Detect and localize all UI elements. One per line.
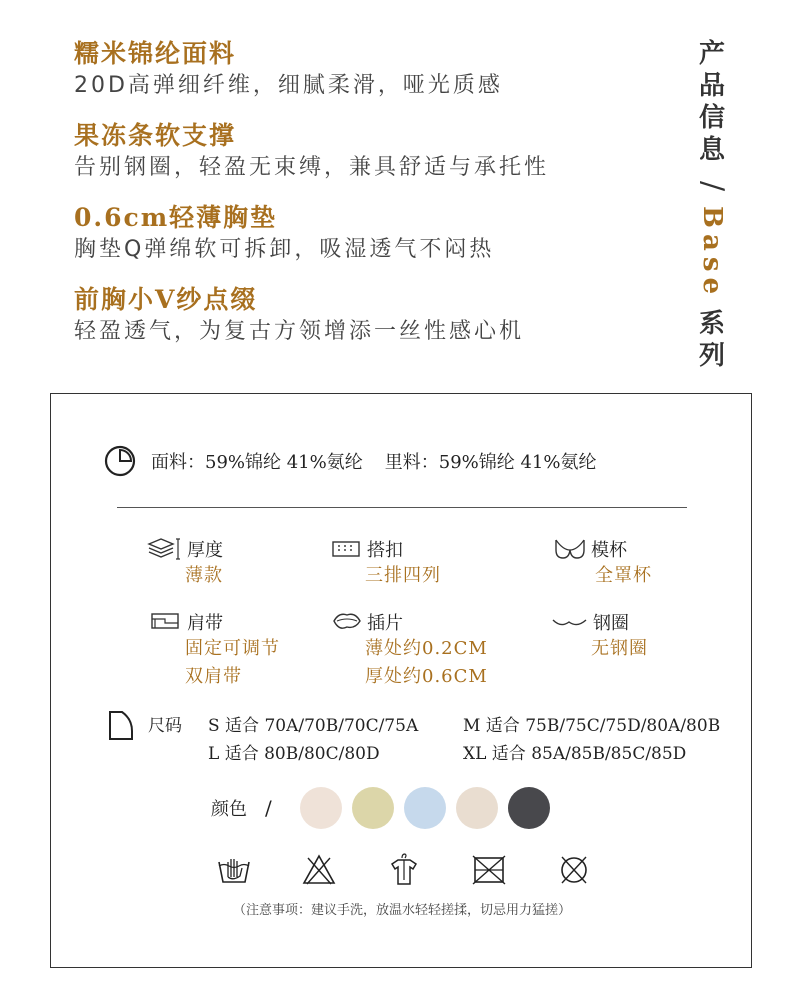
attr-value: 薄款 xyxy=(185,565,223,586)
product-info-card xyxy=(50,393,752,968)
layers-icon xyxy=(147,536,183,562)
feature-item xyxy=(74,202,674,284)
fabric-text xyxy=(151,448,597,474)
feature-desc: 轻盈透气，为复古方领增添一丝性感心机 xyxy=(74,319,525,344)
hook-clasp-icon xyxy=(331,536,363,562)
no-bleach-icon xyxy=(301,852,337,888)
no-dry-clean-icon xyxy=(556,852,592,888)
attr-value: 双肩带 xyxy=(185,666,242,687)
attr-value: 薄处约0.2CM xyxy=(365,638,488,659)
feature-desc: 20D高弹细纤维，细腻柔滑，哑光质感 xyxy=(74,73,503,98)
attr-value: 全罩杯 xyxy=(595,565,652,586)
color-swatch[interactable] xyxy=(300,787,342,829)
side-title xyxy=(690,38,734,372)
strap-icon xyxy=(149,609,183,635)
feature-title: 糯米锦纶面料 xyxy=(74,39,237,68)
color-label: 颜色 xyxy=(211,799,247,820)
attr-insert xyxy=(331,609,488,691)
bra-cup-icon xyxy=(553,536,587,562)
hang-dry-icon xyxy=(386,852,422,888)
color-swatch[interactable] xyxy=(508,787,550,829)
size-row-b: XL 适合 85A/85B/85C/85D xyxy=(463,744,687,764)
side-title-en: Base xyxy=(697,206,727,301)
underwire-icon xyxy=(551,609,589,635)
size-row-a: S 适合 70A/70B/70C/75A xyxy=(208,716,419,736)
attr-thickness xyxy=(147,536,223,590)
feature-desc: 胸垫Q弹绵软可拆卸，吸湿透气不闷热 xyxy=(74,237,495,262)
side-title-series: 系 列 xyxy=(698,309,725,372)
no-tumble-dry-icon xyxy=(471,852,507,888)
attr-label: 模杯 xyxy=(591,540,627,561)
feature-title: 果冻条软支撑 xyxy=(74,121,237,150)
feature-list xyxy=(74,38,674,366)
side-title-slash: / xyxy=(695,180,730,192)
feature-item xyxy=(74,284,674,366)
attr-label: 肩带 xyxy=(187,613,223,634)
color-sep: / xyxy=(265,796,272,820)
attr-hook xyxy=(331,536,441,590)
feature-desc: 告别钢圈，轻盈无束缚，兼具舒适与承托性 xyxy=(74,155,550,180)
attr-cup xyxy=(553,536,652,590)
attr-label: 搭扣 xyxy=(367,540,403,561)
size-row-b: M 适合 75B/75C/75D/80A/80B xyxy=(463,716,721,736)
pad-insert-icon xyxy=(331,609,363,635)
attr-label: 厚度 xyxy=(187,540,223,561)
feature-title: 前胸小V纱点缀 xyxy=(74,285,258,314)
feature-item xyxy=(74,120,674,202)
fabric-lining: 里料：59%锦纶 41%氨纶 xyxy=(384,452,597,473)
fabric-pie-icon xyxy=(103,444,137,478)
attr-value: 厚处约0.6CM xyxy=(365,666,488,687)
attr-strap xyxy=(149,609,280,691)
attr-value: 无钢圈 xyxy=(591,638,648,659)
hand-wash-icon xyxy=(216,852,252,888)
color-swatch[interactable] xyxy=(404,787,446,829)
side-title-zh: 产 品 信 息 xyxy=(698,39,725,165)
attr-value: 固定可调节 xyxy=(185,638,280,659)
feature-item xyxy=(74,38,674,120)
divider xyxy=(117,507,687,508)
care-note: （注意事项：建议手洗，放温水轻轻搓揉，切忌用力猛搓） xyxy=(232,903,571,918)
attr-value: 三排四列 xyxy=(365,565,441,586)
color-swatch[interactable] xyxy=(456,787,498,829)
feature-title: 0.6cm轻薄胸垫 xyxy=(74,203,278,232)
color-swatch[interactable] xyxy=(352,787,394,829)
color-section xyxy=(211,787,560,829)
size-tag-icon xyxy=(106,709,136,743)
attr-label: 钢圈 xyxy=(593,613,629,634)
fabric-row xyxy=(103,444,597,478)
care-icons xyxy=(216,852,641,888)
attr-label: 插片 xyxy=(367,613,403,634)
fabric-main: 面料：59%锦纶 41%氨纶 xyxy=(151,452,363,473)
size-label: 尺码 xyxy=(148,716,182,736)
attr-wire xyxy=(551,609,648,663)
size-row-a: L 适合 80B/80C/80D xyxy=(208,744,380,764)
